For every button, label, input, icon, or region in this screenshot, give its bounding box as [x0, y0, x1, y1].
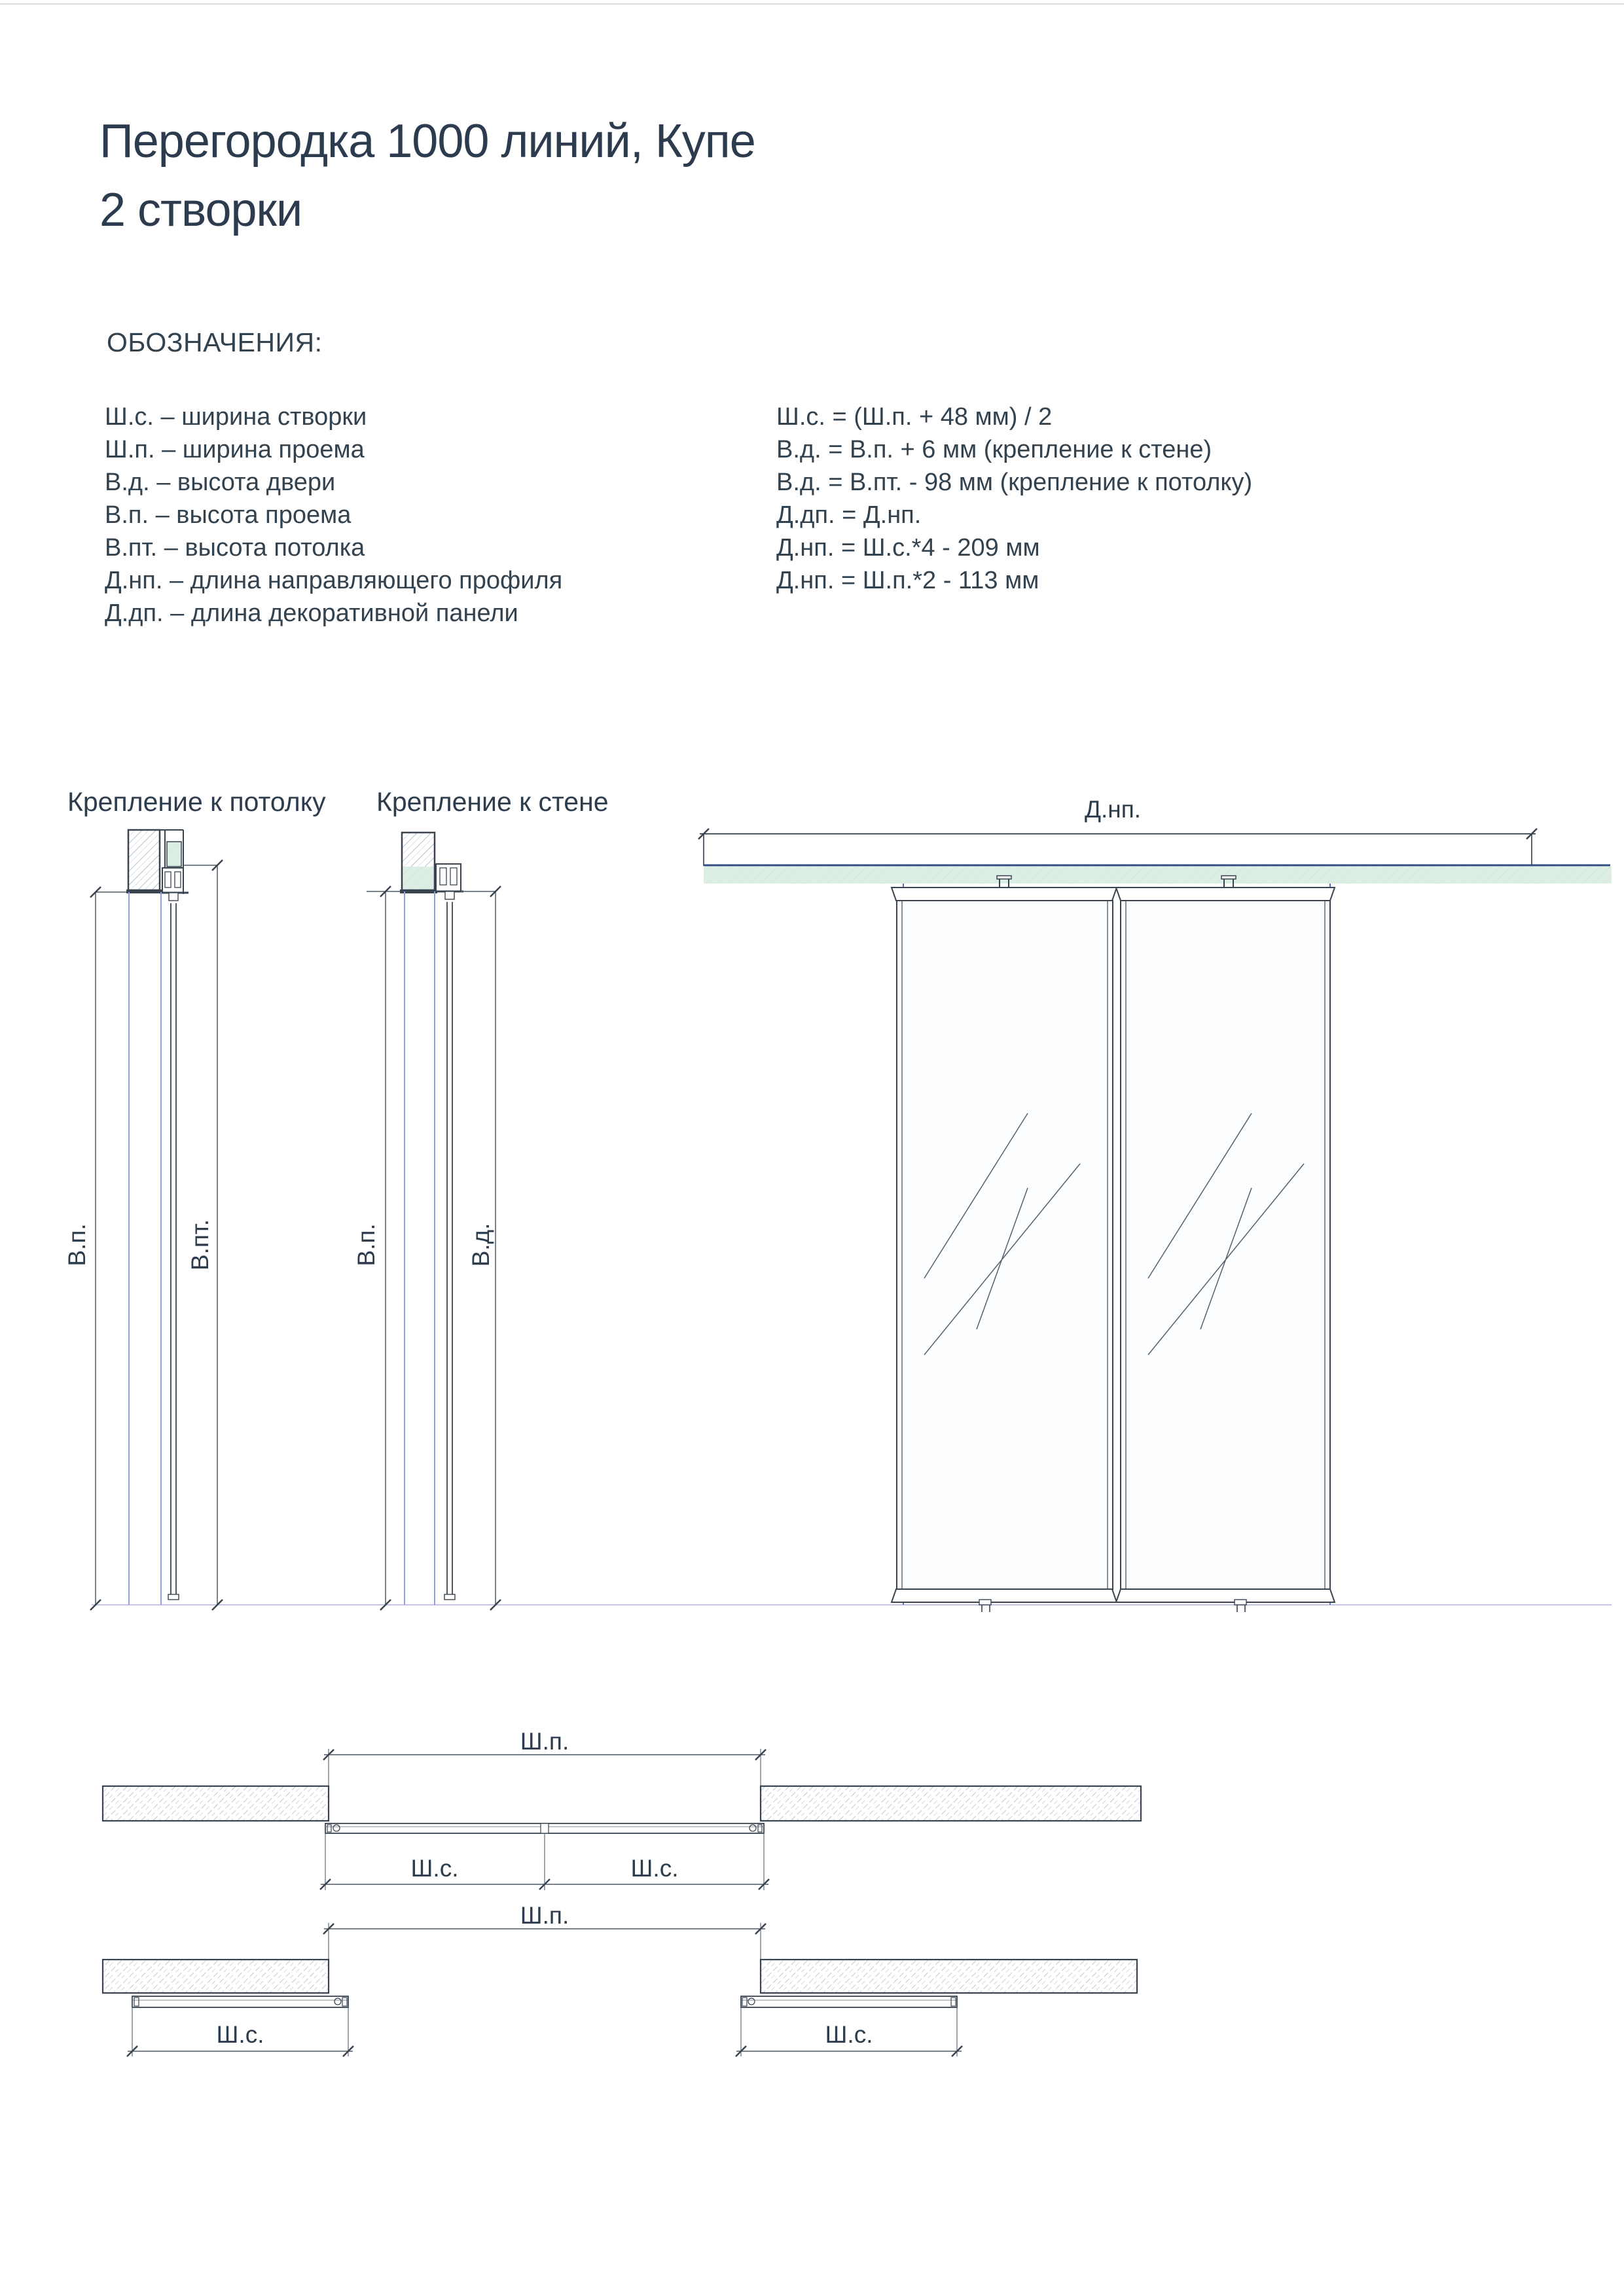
legend-formula: Д.нп. = Ш.с.*4 - 209 мм [776, 534, 1040, 562]
legend-formula: Ш.с. = (Ш.п. + 48 мм) / 2 [776, 403, 1053, 431]
dim-label-dnp: Д.нп. [1084, 796, 1142, 823]
legend-heading: ОБОЗНАЧЕНИЯ: [107, 327, 323, 357]
dim-label-shs-open-left: Ш.с. [216, 2021, 264, 2048]
door-leaf-left [892, 876, 1117, 1612]
dim-label-shp-closed: Ш.п. [520, 1728, 569, 1755]
legend-formula: Д.нп. = Ш.п.*2 - 113 мм [776, 567, 1039, 594]
front-elevation [698, 829, 1612, 1612]
legend-formula: В.д. = В.пт. - 98 мм (крепление к потолку) [776, 469, 1253, 496]
page-title-line-2: 2 створки [99, 184, 302, 236]
legend-abbreviation: В.п. – высота проема [105, 501, 352, 529]
dim-label-vp-ceiling: В.п. [63, 1223, 90, 1266]
ceiling-attachment-section [90, 830, 223, 1610]
plan-view-closed [103, 1749, 1141, 1890]
ceiling-section-label: Крепление к потолку [67, 787, 326, 817]
dim-label-vp-wall: В.п. [353, 1223, 380, 1266]
legend-abbreviation: Ш.п. – ширина проема [105, 436, 365, 463]
legend-abbreviation: Ш.с. – ширина створки [105, 403, 367, 431]
legend-formula: В.д. = В.п. + 6 мм (крепление к стене) [776, 436, 1212, 463]
legend-formula: Д.дп. = Д.нп. [776, 501, 922, 529]
dim-label-vd: В.д. [467, 1223, 494, 1267]
legend-abbreviation: В.пт. – высота потолка [105, 534, 365, 562]
dim-label-shs-closed-left: Ш.с. [410, 1855, 459, 1882]
dim-label-shp-open: Ш.п. [520, 1902, 569, 1929]
legend-abbreviation: Д.нп. – длина направляющего профиля [105, 567, 563, 594]
door-leaf-right [1116, 876, 1335, 1612]
legend-abbreviation: В.д. – высота двери [105, 469, 336, 496]
wall-section-label: Крепление к стене [376, 787, 609, 817]
page-title-line-1: Перегородка 1000 линий, Купе [99, 115, 755, 168]
dim-label-shs-open-right: Ш.с. [825, 2021, 873, 2048]
legend-abbreviation: Д.дп. – длина декоративной панели [105, 600, 518, 627]
plan-view-open [103, 1923, 1137, 2056]
dim-label-shs-closed-right: Ш.с. [630, 1855, 679, 1882]
wall-attachment-section [367, 833, 501, 1610]
dim-label-vpt: В.пт. [187, 1219, 213, 1271]
